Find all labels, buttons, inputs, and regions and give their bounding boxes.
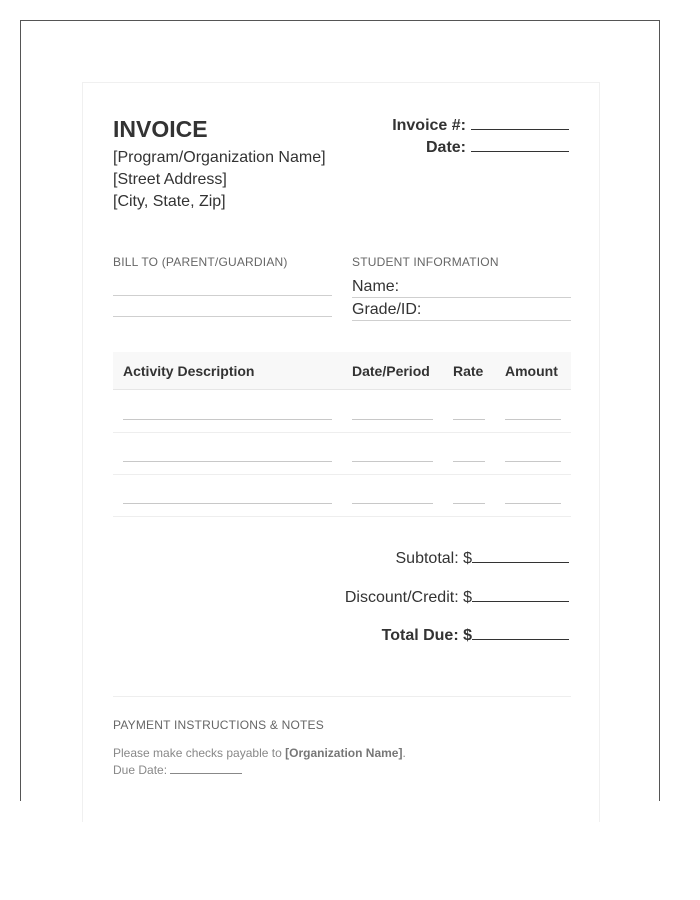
date-cell[interactable] [352,503,433,504]
activity-cell[interactable] [123,419,332,420]
invoice-date-field[interactable] [471,137,569,152]
col-rate: Rate [453,363,484,379]
checks-prefix: Please make checks payable to [113,746,286,760]
subtotal-field[interactable] [472,548,569,563]
amount-cell[interactable] [505,461,561,462]
activity-cell[interactable] [123,503,332,504]
invoice-number-row [392,115,569,135]
col-amount: Amount [505,363,558,379]
subtotal-row [396,548,570,568]
discount-row [345,587,569,607]
bill-to-line-2[interactable] [113,316,332,317]
student-name-label: Name: [352,278,400,295]
rate-cell[interactable] [453,419,485,420]
total-due-field[interactable] [472,625,569,640]
due-date-note [113,763,242,777]
activity-cell[interactable] [123,461,332,462]
invoice-card [82,82,600,822]
amount-cell[interactable] [505,419,561,420]
discount-field[interactable] [472,587,569,602]
table-header [113,352,571,390]
invoice-date-row [426,137,569,157]
subtotal-label: Subtotal: $ [395,550,472,567]
bill-to-label: BILL TO (PARENT/GUARDIAN) [113,255,288,269]
due-date-label: Due Date: [113,763,168,777]
invoice-title: INVOICE [113,116,208,142]
org-city: [City, State, Zip] [113,193,226,210]
page-sheet [20,20,660,801]
checks-org-name: [Organization Name] [285,746,403,760]
student-grade-label: Grade/ID: [352,301,422,318]
col-date-period: Date/Period [352,363,430,379]
total-due-row [382,625,569,645]
student-info-label: STUDENT INFORMATION [352,255,499,269]
invoice-date-label: Date: [425,139,466,156]
rate-cell[interactable] [453,461,485,462]
payment-instructions-label: PAYMENT INSTRUCTIONS & NOTES [113,718,324,732]
date-cell[interactable] [352,461,433,462]
payment-checks-note [113,746,406,760]
student-grade-field[interactable] [352,320,571,321]
invoice-number-field[interactable] [471,115,569,130]
notes-divider [113,696,571,697]
discount-label: Discount/Credit: $ [344,589,472,606]
date-cell[interactable] [352,419,433,420]
col-activity-description: Activity Description [123,363,255,379]
table-row [113,390,571,433]
table-row [113,474,571,517]
checks-suffix: . [402,746,406,760]
bill-to-line-1[interactable] [113,295,332,296]
student-name-field[interactable] [352,297,571,298]
amount-cell[interactable] [505,503,561,504]
org-street: [Street Address] [113,171,227,188]
rate-cell[interactable] [453,503,485,504]
due-date-field[interactable] [170,763,242,774]
org-name: [Program/Organization Name] [113,149,326,166]
invoice-number-label: Invoice #: [392,117,466,134]
table-row [113,432,571,475]
total-due-label: Total Due: $ [381,627,472,644]
